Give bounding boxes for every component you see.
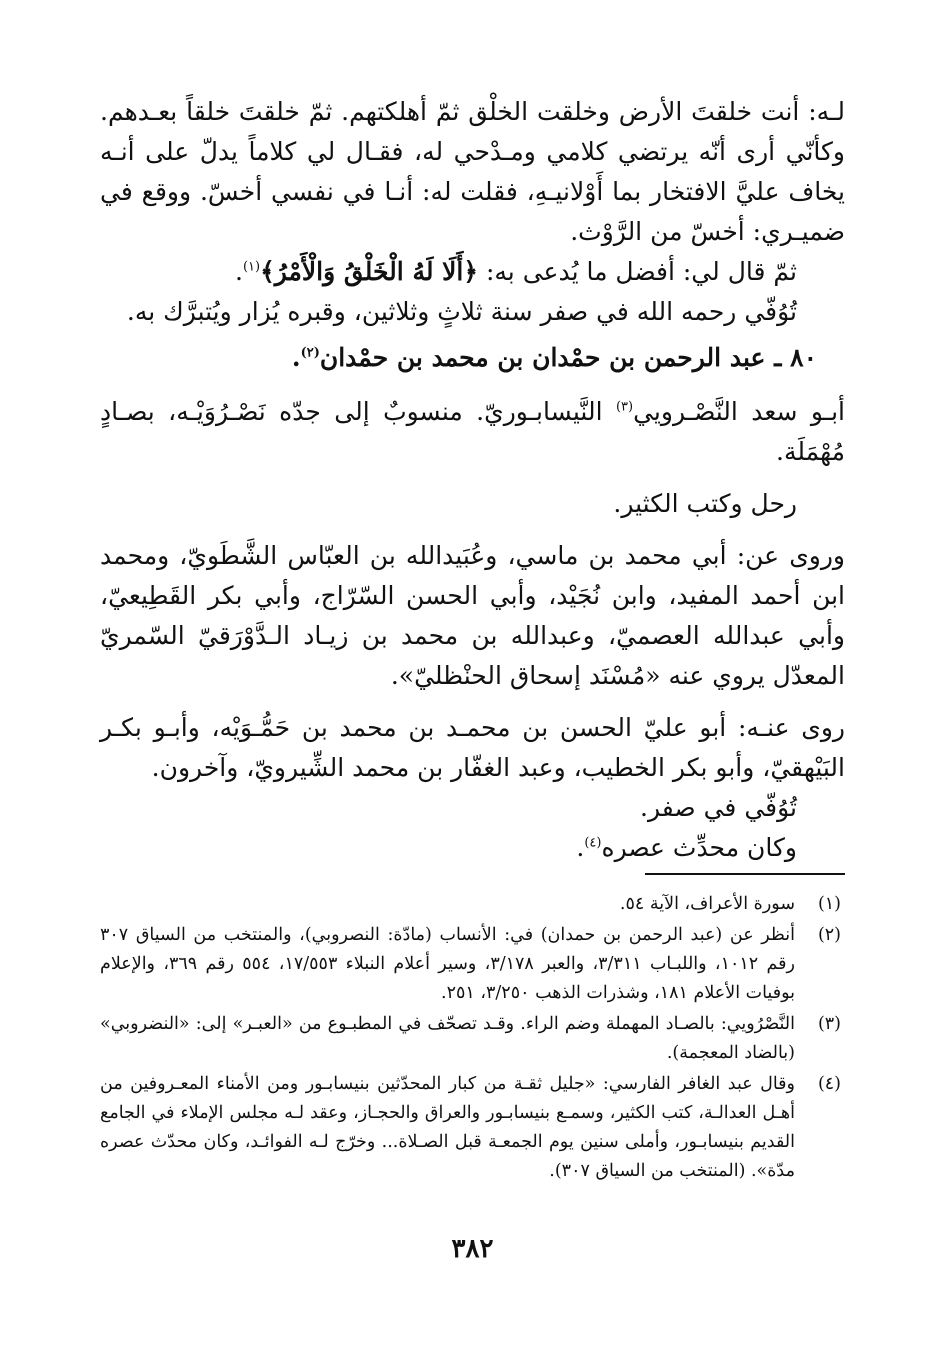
- paragraph: تُوُفّي في صفر.: [640, 793, 797, 822]
- footnote-number: (٤): [817, 1074, 841, 1094]
- paragraph-text: وكان محدِّث عصره: [601, 833, 797, 862]
- paragraph: روى عنـه: أبو عليّ الحسن بن محمـد بن محمد بن حَمُّـوَيْه، وأبـو بكـر البَيْهقيّ، وأبو بكر الخطيب، وعبد الغفّار بن محمد الشِّيرويّ، وآخرون.: [100, 713, 845, 782]
- paragraph: [100, 392, 845, 472]
- footnote-ref: (٢): [300, 345, 320, 361]
- footnote: [100, 1070, 845, 1186]
- footnote-number: (١): [817, 894, 841, 914]
- footnote: [100, 921, 845, 1008]
- paragraph-text: ثمّ قال لي: أفضل ما يُدعى به:: [478, 257, 797, 286]
- footnote-ref: (٤): [584, 835, 602, 851]
- footnote-number: (٢): [817, 925, 841, 945]
- paragraph-text: النَّيسابـوريّ. منسوبٌ إلى جدّه نَصْـرُوَيْـه، بصـادٍ مُهْمَلَة.: [100, 397, 845, 466]
- footnote-text: سورة الأعراف، الآية ٥٤.: [619, 894, 795, 914]
- paragraph: رحل وكتب الكثير.: [613, 489, 797, 518]
- paragraph: وروى عن: أبي محمد بن ماسي، وعُبَيدالله بن العبّاس الشَّطَويّ، ومحمد ابن أحمد المفيد، وابن نُجَيْد، وأبي الحسن السّرّاج، وأبي بكر القَطِيعيّ، وأبي عبدالله العصميّ، وعبدالله بن محمد بن زيـاد الـدَّوْرَقيّ السّمريّ المعدّل يروي عنه «مُسْنَد إسحاق الحنْظليّ».: [100, 541, 845, 690]
- paragraph: لـه: أنت خلقتَ الأرض وخلقت الخلْق ثمّ أهلكتهم. ثمّ خلقتَ خلقاً بعـدهم. وكأنّي أرى أنّه يرتضي كلامي ومـدْحي له، فقـال لي كلاماً يدلّ على أنـه يخاف عليَّ الافتخار بما أَوْلانيـهِ، فقلت له: أنـا في نفسي أخسّ. ووقع في ضميـري: أخسّ من الرَّوْث.: [100, 97, 845, 246]
- footnote-text: أنظر عن (عبد الرحمن بن حمدان) في: الأنساب (مادّة: النصروبي)، والمنتخب من السياق ٣٠٧ رقم ١٠١٢، واللبـاب ٣/٣١١، والعبر ٣/١٧٨، وسير أعلام النبلاء ١٧/٥٥٣، ٥٥٤ رقم ٣٦٩، والإعلام بوفيات الأعلام ١٨١، وشذرات الذهب ٣/٢٥٠، ٢٥١.: [100, 925, 795, 1003]
- footnote-number: (٣): [817, 1014, 841, 1034]
- footnote-text: وقال عبد الغافر الفارسي: «جليل ثقـة من كبار المحدّثين بنيسابـور ومن الأمناء المعـروفين من أهـل العدالـة، كتب الكثير، وسمـع بنيسابـور والعراق والحجـاز، وعقد لـه مجلس الإملاء في الجامع القديم بنيسابـور، وأملى سنين يوم الجمعـة قبل الصـلاة... وخرّج لـه الفوائـد، وكان محدّث عصره مدّة». (المنتخب من السياق ٣٠٧).: [100, 1074, 795, 1181]
- footnote-separator: [645, 873, 845, 875]
- entry-heading: [100, 336, 845, 380]
- entry-title: ٨٠ ـ عبد الرحمن بن حمْدان بن محمد بن حمْدان: [319, 343, 817, 372]
- punctuation: .: [235, 257, 243, 286]
- page-number: ٣٨٢: [451, 1234, 494, 1264]
- punctuation: .: [576, 833, 585, 862]
- quran-verse: ﴿أَلَا لَهُ الْخَلْقُ وَالْأَمْرُ﴾: [260, 257, 479, 286]
- footnote-text: النَّصْرُويي: بالصـاد المهملة وضم الراء. وقـد تصحّف في المطبـوع من «العبـر» إلى: «النضروبي» (بالضاد المعجمة).: [100, 1014, 795, 1063]
- paragraph: تُوُفّي رحمه الله في صفر سنة ثلاثٍ وثلاثين، وقبره يُزار ويُتبرَّك به.: [126, 297, 797, 326]
- footnote-ref: (٣): [615, 399, 634, 415]
- footnote: [100, 1010, 845, 1068]
- paragraph: [100, 252, 845, 292]
- footnote-ref: (١): [242, 259, 261, 275]
- paragraph: [100, 828, 845, 868]
- punctuation: .: [291, 343, 301, 372]
- footnote: [100, 890, 845, 919]
- main-text: [100, 92, 845, 868]
- paragraph-text: أبـو سعد النَّصْـرويي: [633, 397, 845, 426]
- footnotes: [100, 890, 845, 1188]
